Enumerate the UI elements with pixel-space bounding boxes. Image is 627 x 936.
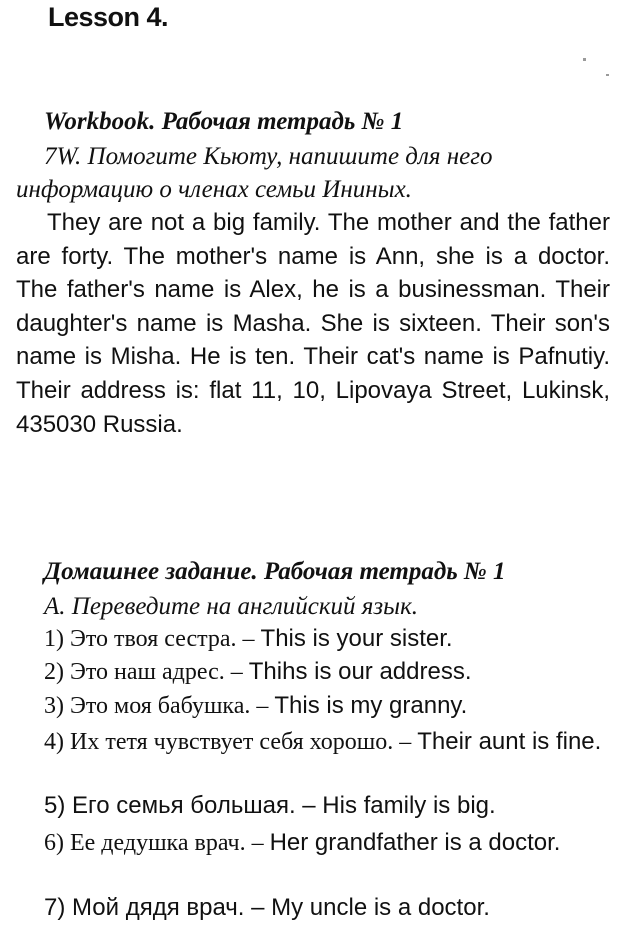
workbook-text: They are not a big family. The mother and the father are forty. The mother's name is Ann, she is a doctor. The father's name is Alex, he is a businessman. Their daughter's name is Masha. She is sixteen. Their son's name is Misha. He is ten. Their cat's name is Pafnutiy. Their address is: flat 11, 10, Lipovaya Street, Lukinsk, 435030 Russia.	[16, 209, 610, 438]
translation-item	[44, 792, 496, 820]
scan-speck	[606, 74, 609, 76]
translation-item	[44, 658, 472, 686]
workbook-heading: Workbook. Рабочая тетрадь № 1	[44, 108, 404, 135]
homework-task: А. Переведите на английский язык.	[44, 593, 419, 620]
translation-item	[44, 894, 490, 922]
item-english: His family is big.	[322, 792, 496, 819]
item-english: Thihs is our address.	[248, 658, 472, 685]
translation-item	[16, 725, 608, 759]
item-english: My uncle is a doctor.	[271, 894, 490, 921]
homework-heading: Домашнее задание. Рабочая тетрадь № 1	[44, 558, 506, 585]
translation-item	[16, 826, 608, 860]
item-english: This is my granny.	[274, 692, 468, 719]
item-russian: 5) Его семья большая. –	[44, 792, 323, 819]
item-english: Their aunt is fine.	[417, 728, 602, 755]
lesson-title: Lesson 4.	[48, 2, 169, 32]
item-russian: 3) Это моя бабушка. –	[44, 693, 275, 719]
item-english: This is your sister.	[260, 625, 453, 652]
workbook-task-line-1: 7W. Помогите Кьюту, напишите для него	[44, 143, 493, 170]
workbook-task-line-2: информацию о членах семьи Ининых.	[16, 176, 412, 203]
translation-item	[44, 692, 467, 720]
item-russian: 6) Ее дедушка врач. –	[44, 830, 270, 856]
item-russian: 1) Это твоя сестра. –	[44, 626, 261, 652]
translation-item	[44, 625, 453, 653]
item-english: Her grandfather is a doctor.	[269, 829, 561, 856]
item-russian: 2) Это наш адрес. –	[44, 659, 249, 685]
item-russian: 7) Мой дядя врач. –	[44, 894, 272, 921]
scan-speck	[583, 58, 586, 61]
item-russian: 4) Их тетя чувствует себя хорошо. –	[44, 729, 418, 755]
